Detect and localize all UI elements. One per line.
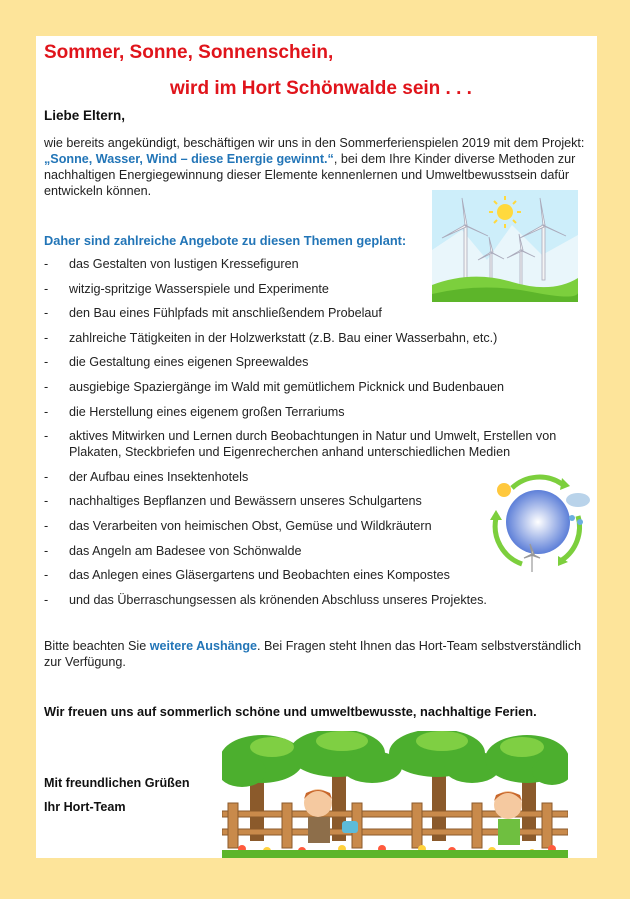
list-item: - das Angeln am Badesee von Schönwalde (44, 543, 302, 558)
closing-sentence: Wir freuen uns auf sommerlich schöne und umweltbewusste, nachhaltige Ferien. (44, 704, 537, 719)
signature-team: Ihr Hort-Team (44, 800, 126, 814)
title-line-2: wird im Hort Schönwalde sein . . . (170, 78, 472, 99)
list-item: - der Aufbau eines Insektenhotels (44, 469, 249, 484)
offers-heading: Daher sind zahlreiche Angebote zu diesen Themen geplant: (44, 233, 407, 248)
list-item: - zahlreiche Tätigkeiten in der Holzwerkstatt (z.B. Bau einer Wasserbahn, etc.) (44, 330, 498, 345)
signature-greeting: Mit freundlichen Grüßen (44, 776, 190, 790)
greeting: Liebe Eltern, (44, 108, 126, 123)
energy-cycle-illustration (482, 466, 594, 578)
note-highlight: weitere Aushänge (149, 639, 258, 653)
list-item: - witzig-spritzige Wasserspiele und Experimente (44, 281, 329, 296)
wind-turbine-illustration (432, 190, 578, 302)
list-item: - das Anlegen eines Gläsergartens und Beobachten eines Kompostes (44, 568, 450, 583)
list-item: - das Verarbeiten von heimischen Obst, Gemüse und Wildkräutern (44, 518, 432, 533)
note-paragraph: Bitte beachten Sie weitere Aushänge. Bei Fragen steht Ihnen das Hort-Team selbstverständlich zur Verfügung. (44, 639, 582, 669)
intro-text-1: wie bereits angekündigt, beschäftigen wir uns in den Sommerferienspielen 2019 mit dem Projekt: (44, 136, 585, 150)
list-item: - den Bau eines Fühlpfads mit anschließendem Probelauf (44, 306, 382, 321)
list-item: - das Gestalten von lustigen Kressefiguren (44, 257, 299, 271)
list-item: - ausgiebige Spaziergänge im Wald mit gemütlichem Picknick und Budenbauen (44, 379, 504, 394)
project-name: „Sonne, Wasser, Wind – diese Energie gewinnt.“ (44, 152, 334, 166)
list-item: - aktives Mitwirken und Lernen durch Beobachtungen in Natur und Umwelt, Erstellen von Plakaten, Steckbriefen und Eigenrecherchen anhand unterschiedlichen Medien (44, 429, 557, 460)
title-line-1: Sommer, Sonne, Sonnenschein, (44, 42, 334, 63)
list-item: - nachhaltiges Bepflanzen und Bewässern unseres Schulgartens (44, 494, 422, 509)
list-item: - und das Überraschungsessen als krönenden Abschluss unseres Projektes. (44, 592, 487, 607)
list-item: - die Herstellung eines eigenem großen Terrariums (44, 404, 345, 419)
list-item: - die Gestaltung eines eigenen Spreewaldes (44, 355, 309, 370)
flyer-page (36, 36, 597, 858)
garden-children-illustration (222, 731, 568, 858)
intro-text-2: , bei dem Ihre Kinder diverse Methoden zur nachhaltigen Energiegewinnung dieser Elemente kennenlernen und Umweltbewusstsein dafür entwickeln können. (44, 152, 576, 198)
